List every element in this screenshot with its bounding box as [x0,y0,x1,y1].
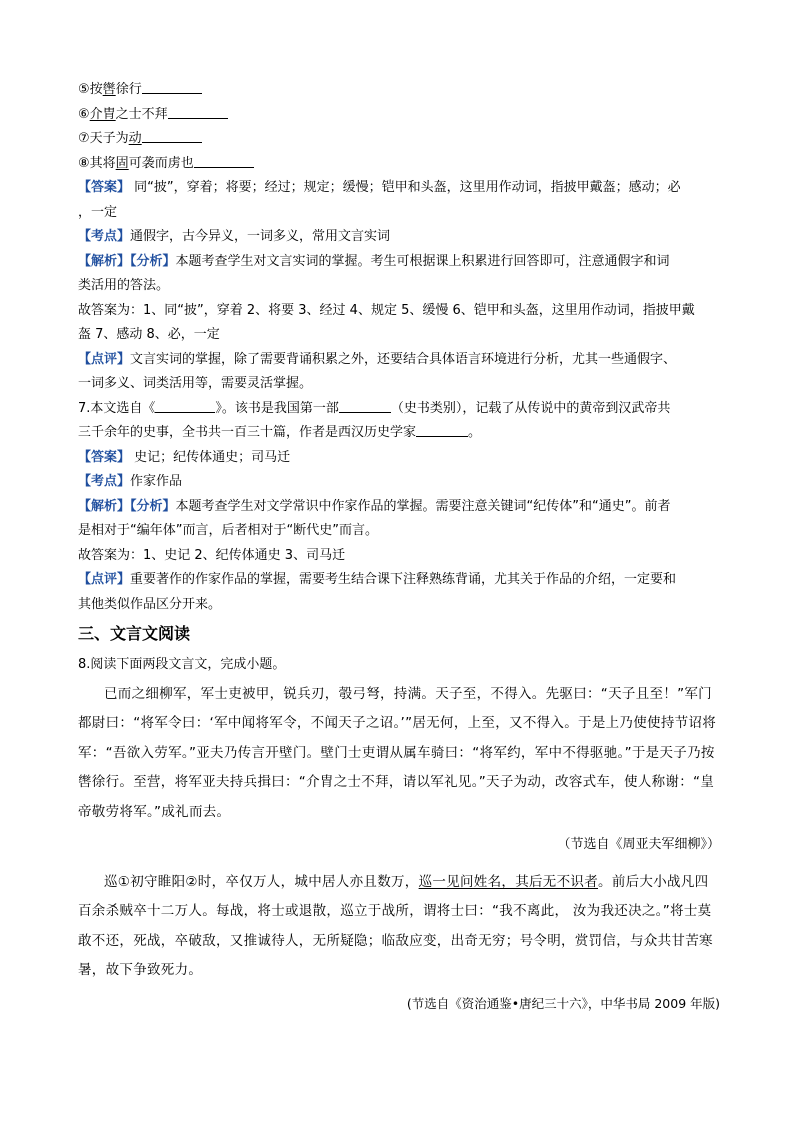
dianping-tag: 【点评】 [78,572,131,587]
q6-dianping: 【点评】文言实词的掌握，除了需要背诵积累之外，还要结合具体语言环境进行分析，尤其一些通假字、 [78,351,677,367]
passage-source: (节选自《资治通鉴•唐纪三十六》，中华书局 2009 年版) [406,995,720,1011]
document-page [78,78,720,1016]
q7-question: 7.本文选自《 》。该书是我国第一部 （史书类别），记载了从传说中的黄帝到汉武帝共 [78,397,720,422]
underlined-sentence: 巡一见问姓名，其后无不识者 [418,873,599,890]
q7-final: 故答案为：1、史记 2、纪传体通史 3、司马迁 [78,547,346,563]
answer-blank [416,422,468,437]
kaodian-tag: 【考点】 [78,474,131,489]
answer-blank [194,153,254,168]
q6-answer: 【答案】 同“披”，穿着；将要；经过；规定；缓慢；铠甲和头盔，这里用作动词，指披甲戴盔；感动；必 [78,180,681,195]
item-7: ⑦天子为动 [78,127,720,152]
q7-answer: 【答案】 史记；纪传体通史；司马迁 [78,449,291,465]
passage-zhouyafu: 已而之细柳军，军士吏被甲，锐兵刃，彀弓弩，持满。天子至，不得入。先驱曰：“天子且至！”军门都尉曰：“将军令曰：‘军中闻将军令，不闻天子之诏。’”居无何，上至，又不得入。于是上乃使使持节诏将军：“吾欲入劳军。”亚夫乃传言开壁门。壁门士吏谓从属车骑曰：“将军约，军中不得驱驰。”于是天子乃按辔徐行。至营，将军亚夫持兵揖曰：“介胄之士不拜，请以军礼见。”天子为动，改容式车，使人称谢：“皇帝敬劳将军。”成礼而去。 [78,685,717,820]
q7-question-cont: 三千余年的史事，全书共一百三十篇，作者是西汉历史学家 。 [78,421,720,446]
answer-tag: 【答案】 [78,180,131,195]
q7-dianping-cont: 其他类似作品区分开来。 [78,596,222,612]
item-5: ⑤按辔徐行 [78,78,720,103]
q6-final-cont: 盔 7、感动 8、必，一定 [78,327,220,342]
q6-kaodian: 【考点】通假字，古今异义，一词多义，常用文言实词 [78,229,391,244]
q7-jiexi-cont: 是相对于“编年体”而言，后者相对于“断代史”而言。 [78,523,378,538]
jiexi-tag: 【解析】 [78,253,131,269]
kaodian-tag: 【考点】 [78,229,131,244]
q8-prompt: 8.阅读下面两段文言文，完成小题。 [78,657,286,672]
answer-blank [168,104,228,119]
answer-blank [155,398,215,413]
answer-blank [142,128,202,143]
answer-blank [142,79,202,94]
item-8: ⑧其将固可袭而虏也 [78,152,720,177]
fenxi-tag: 【分析】 [130,498,176,514]
answer-blank [339,398,391,413]
q7-jiexi: 【解析】【分析】本题考查学生对文学常识中作家作品的掌握。需要注意关键词“纪传体”和“通史”。前者 [78,498,671,514]
answer-tag: 【答案】 [78,449,131,465]
passage-source: （节选自《周亚夫军细柳》） [557,837,720,852]
item-6: ⑥介胄之士不拜 [78,103,720,128]
passage-zhangxun: 巡①初守睢阳②时，卒仅万人，城中居人亦且数万，巡一见问姓名，其后无不识者。前后大小战凡四百余杀贼卒十二万人。每战，将士或退散，巡立于战所，谓将士曰：“我不离此， 汝为我还决之。”将士莫敢不还，死战，卒破敌，又推诚待人，无所疑隐；临敌应变，出奇无穷；号令明，赏罚信，与众共甘苦寒暑，故下争致死力。 [78,873,713,978]
q6-jiexi: 【解析】【分析】本题考查学生对文言实词的掌握。考生可根据课上积累进行回答即可，注意通假字和词 [78,253,670,269]
q6-final: 故答案为：1、同“披”，穿着 2、将要 3、经过 4、规定 5、缓慢 6、铠甲和头盔，这里用作动词，指披甲戴 [78,302,695,318]
q7-dianping: 【点评】重要著作的作家作品的掌握，需要考生结合课下注释熟练背诵，尤其关于作品的介绍，一定要和 [78,572,677,587]
q6-jiexi-cont: 类活用的答法。 [78,278,170,293]
dianping-tag: 【点评】 [78,351,131,367]
jiexi-tag: 【解析】 [78,498,131,514]
q6-dianping-cont: 一词多义、词类活用等，需要灵活掌握。 [78,376,313,391]
section-heading: 三、文言文阅读 [78,624,191,643]
fenxi-tag: 【分析】 [130,253,176,269]
q7-kaodian: 【考点】作家作品 [78,474,183,489]
q6-answer-cont: ，一定 [78,204,118,220]
